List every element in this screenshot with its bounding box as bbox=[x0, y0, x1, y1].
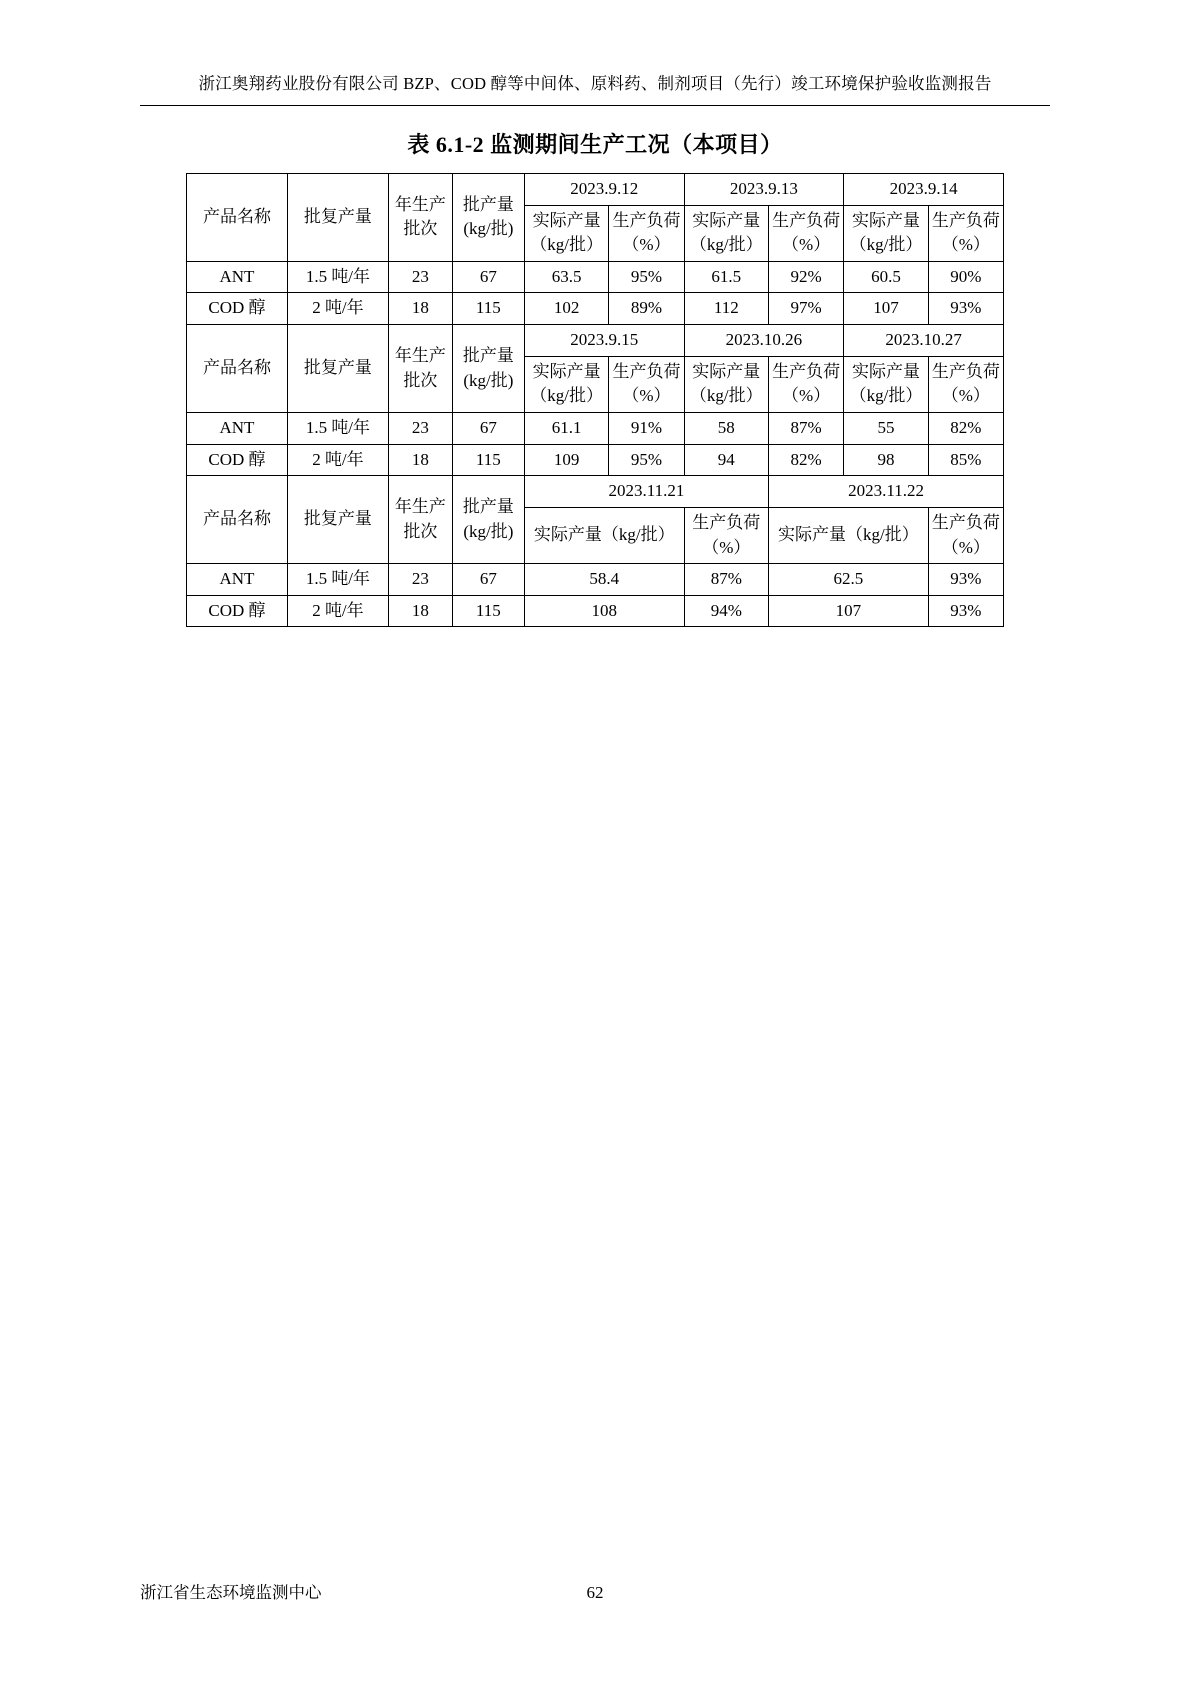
table-header-row bbox=[187, 325, 1004, 357]
header-load-2: 生产负荷（%） bbox=[769, 356, 844, 412]
page-header: 浙江奥翔药业股份有限公司 BZP、COD 醇等中间体、原料药、制剂项目（先行）竣工环境保护验收监测报告 bbox=[198, 74, 992, 93]
cell-value: 94 bbox=[684, 444, 768, 476]
production-status-table bbox=[186, 173, 1004, 628]
header-date-1: 2023.9.15 bbox=[524, 325, 684, 357]
cell-value: 63.5 bbox=[524, 261, 608, 293]
header-annual-batches: 年生产批次 bbox=[388, 173, 452, 261]
table-row bbox=[187, 595, 1004, 627]
header-actual-output-1: 实际产量（kg/批） bbox=[524, 205, 608, 261]
cell-value: 98 bbox=[844, 444, 928, 476]
cell-approved: 1.5 吨/年 bbox=[287, 413, 388, 445]
cell-value: 93% bbox=[928, 293, 1003, 325]
header-actual-output-1: 实际产量（kg/批） bbox=[524, 356, 608, 412]
cell-batch-output: 67 bbox=[452, 413, 524, 445]
cell-batches: 18 bbox=[388, 444, 452, 476]
cell-approved: 2 吨/年 bbox=[287, 444, 388, 476]
cell-value: 95% bbox=[609, 261, 684, 293]
cell-value: 90% bbox=[928, 261, 1003, 293]
header-batch-output: 批产量(kg/批) bbox=[452, 173, 524, 261]
cell-value: 82% bbox=[928, 413, 1003, 445]
header-date-1: 2023.11.21 bbox=[524, 476, 768, 508]
page-footer bbox=[140, 1579, 1050, 1603]
header-product: 产品名称 bbox=[187, 325, 288, 413]
cell-value: 60.5 bbox=[844, 261, 928, 293]
cell-value: 82% bbox=[769, 444, 844, 476]
cell-product: ANT bbox=[187, 261, 288, 293]
header-batch-output: 批产量(kg/批) bbox=[452, 476, 524, 564]
cell-value: 89% bbox=[609, 293, 684, 325]
header-actual-output-2: 实际产量（kg/批） bbox=[684, 356, 768, 412]
header-approved-output: 批复产量 bbox=[287, 325, 388, 413]
cell-value: 62.5 bbox=[769, 564, 929, 596]
cell-value: 97% bbox=[769, 293, 844, 325]
cell-product: COD 醇 bbox=[187, 293, 288, 325]
cell-approved: 1.5 吨/年 bbox=[287, 564, 388, 596]
header-actual-output-3: 实际产量（kg/批） bbox=[844, 205, 928, 261]
cell-value: 112 bbox=[684, 293, 768, 325]
table-title: 表 6.1-2 监测期间生产工况（本项目） bbox=[407, 131, 783, 157]
header-batch-output: 批产量(kg/批) bbox=[452, 325, 524, 413]
cell-value: 107 bbox=[844, 293, 928, 325]
table-row bbox=[187, 293, 1004, 325]
header-date-2: 2023.9.13 bbox=[684, 173, 844, 205]
header-date-3: 2023.9.14 bbox=[844, 173, 1004, 205]
cell-value: 107 bbox=[769, 595, 929, 627]
footer-organization: 浙江省生态环境监测中心 bbox=[140, 1583, 322, 1602]
table-row bbox=[187, 261, 1004, 293]
table-row bbox=[187, 444, 1004, 476]
header-load-1: 生产负荷（%） bbox=[609, 205, 684, 261]
header-date-2: 2023.10.26 bbox=[684, 325, 844, 357]
header-approved-output: 批复产量 bbox=[287, 173, 388, 261]
header-approved-output: 批复产量 bbox=[287, 476, 388, 564]
cell-batch-output: 67 bbox=[452, 261, 524, 293]
cell-product: COD 醇 bbox=[187, 595, 288, 627]
cell-value: 95% bbox=[609, 444, 684, 476]
header-annual-batches: 年生产批次 bbox=[388, 476, 452, 564]
cell-batches: 23 bbox=[388, 564, 452, 596]
header-actual-output-2: 实际产量（kg/批） bbox=[684, 205, 768, 261]
header-product: 产品名称 bbox=[187, 476, 288, 564]
cell-value: 102 bbox=[524, 293, 608, 325]
cell-product: ANT bbox=[187, 413, 288, 445]
header-actual-output-2: 实际产量（kg/批） bbox=[769, 507, 929, 563]
table-header-row bbox=[187, 476, 1004, 508]
cell-value: 87% bbox=[769, 413, 844, 445]
cell-value: 55 bbox=[844, 413, 928, 445]
cell-approved: 2 吨/年 bbox=[287, 293, 388, 325]
table-row bbox=[187, 564, 1004, 596]
header-annual-batches: 年生产批次 bbox=[388, 325, 452, 413]
header-load-1: 生产负荷（%） bbox=[684, 507, 768, 563]
cell-value: 61.5 bbox=[684, 261, 768, 293]
cell-batch-output: 115 bbox=[452, 595, 524, 627]
header-load-2: 生产负荷（%） bbox=[769, 205, 844, 261]
header-date-2: 2023.11.22 bbox=[769, 476, 1004, 508]
cell-value: 58.4 bbox=[524, 564, 684, 596]
cell-value: 93% bbox=[928, 564, 1003, 596]
cell-batches: 18 bbox=[388, 293, 452, 325]
header-product: 产品名称 bbox=[187, 173, 288, 261]
cell-batch-output: 67 bbox=[452, 564, 524, 596]
cell-value: 85% bbox=[928, 444, 1003, 476]
cell-value: 94% bbox=[684, 595, 768, 627]
footer-page-number: 62 bbox=[586, 1583, 604, 1602]
cell-value: 109 bbox=[524, 444, 608, 476]
header-load-1: 生产负荷（%） bbox=[609, 356, 684, 412]
cell-value: 108 bbox=[524, 595, 684, 627]
header-date-1: 2023.9.12 bbox=[524, 173, 684, 205]
cell-batches: 23 bbox=[388, 413, 452, 445]
cell-batch-output: 115 bbox=[452, 444, 524, 476]
header-load-3: 生产负荷（%） bbox=[928, 356, 1003, 412]
header-divider bbox=[140, 105, 1050, 106]
cell-approved: 1.5 吨/年 bbox=[287, 261, 388, 293]
header-date-3: 2023.10.27 bbox=[844, 325, 1004, 357]
cell-value: 61.1 bbox=[524, 413, 608, 445]
cell-value: 93% bbox=[928, 595, 1003, 627]
cell-product: COD 醇 bbox=[187, 444, 288, 476]
table-row bbox=[187, 413, 1004, 445]
cell-approved: 2 吨/年 bbox=[287, 595, 388, 627]
cell-value: 58 bbox=[684, 413, 768, 445]
cell-product: ANT bbox=[187, 564, 288, 596]
header-actual-output-3: 实际产量（kg/批） bbox=[844, 356, 928, 412]
cell-value: 87% bbox=[684, 564, 768, 596]
header-actual-output-1: 实际产量（kg/批） bbox=[524, 507, 684, 563]
header-load-3: 生产负荷（%） bbox=[928, 205, 1003, 261]
cell-value: 91% bbox=[609, 413, 684, 445]
header-load-2: 生产负荷（%） bbox=[928, 507, 1003, 563]
table-header-row bbox=[187, 173, 1004, 205]
cell-batch-output: 115 bbox=[452, 293, 524, 325]
cell-value: 92% bbox=[769, 261, 844, 293]
cell-batches: 18 bbox=[388, 595, 452, 627]
cell-batches: 23 bbox=[388, 261, 452, 293]
